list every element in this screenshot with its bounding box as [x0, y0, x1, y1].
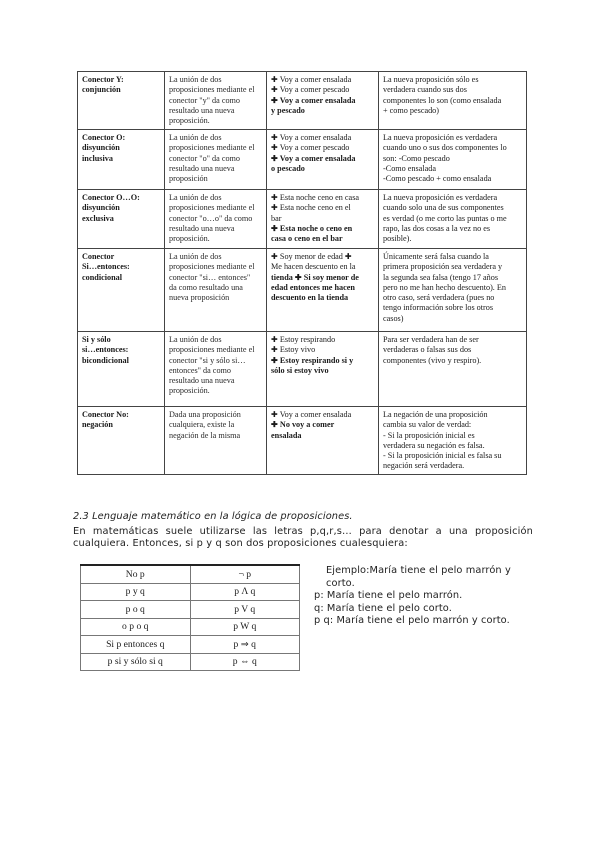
connective-name-line: inclusiva: [82, 153, 113, 163]
connective-truth-line: La nueva proposición sólo es: [383, 75, 479, 84]
connective-truth-line: primera proposición sea verdadera y: [383, 262, 503, 272]
notation-row: [81, 636, 300, 654]
example-line-q: q: María tiene el pelo corto.: [314, 602, 452, 614]
notation-symbol: p V q: [190, 601, 300, 619]
connective-name-line: Conector O:: [82, 133, 126, 142]
connective-truth-line: rapo, las dos cosas a la vez no es: [383, 223, 491, 233]
connective-example-line: ✚ No voy a comer: [271, 420, 335, 430]
notation-words: p o q: [81, 601, 191, 619]
notation-words: No p: [81, 565, 191, 583]
connective-name-line: si…entonces:: [82, 345, 129, 355]
connective-name-line: Conector No:: [82, 410, 129, 419]
connective-description: [165, 249, 267, 332]
connective-example-line: ✚ Esta noche ceno en casa: [271, 193, 360, 202]
connective-description-line: conector "si… entonces": [169, 272, 251, 282]
connective-example-line: sólo si estoy vivo: [271, 365, 329, 375]
connective-truth-line: + como pescado): [383, 105, 439, 115]
section-heading: 2.3 Lenguaje matemático en la lógica de proposiciones.: [73, 511, 353, 522]
connective-truth-line: casos): [383, 313, 404, 323]
notation-row: [81, 653, 300, 671]
connective-description-line: da como resultado una: [169, 282, 243, 292]
connective-description: [165, 72, 267, 130]
example-title: Ejemplo:María tiene el pelo marrón y corto.: [326, 565, 511, 589]
connective-truth-line: verdadera cuando sus dos: [383, 85, 467, 95]
connective-truth-line: es verdad (o me corto las puntas o me: [383, 213, 507, 223]
connective-description-line: resultado una nueva: [169, 163, 235, 173]
connective-name-line: Conector: [82, 252, 115, 261]
section-paragraph: En matemáticas suele utilizarse las letras p,q,r,s… para denotar a una proposición cualquiera. Entonces, si p y q son dos proposiciones cualesquiera:: [73, 526, 533, 550]
connective-name: [78, 130, 165, 190]
connective-truth-line: otro caso, será verdadera (pues no: [383, 293, 495, 303]
connective-description-line: La unión de dos: [169, 133, 222, 142]
connective-example-line: ✚ Soy menor de edad ✚: [271, 252, 352, 261]
connective-description: [165, 130, 267, 190]
connective-truth-line: posible).: [383, 234, 412, 244]
notation-words: o p o q: [81, 618, 191, 636]
connective-description: [165, 190, 267, 249]
connective-description-line: proposición.: [169, 116, 210, 126]
connective-description-line: conector "y" da como: [169, 95, 241, 105]
connective-description-line: Dada una proposición: [169, 410, 241, 419]
connective-example-line: ensalada: [271, 430, 302, 440]
connective-description-line: entonces" da como: [169, 365, 231, 375]
connective-truth-line: - Si la proposición inicial es: [383, 430, 475, 440]
connective-example-line: ✚ Estoy respirando si y: [271, 355, 354, 365]
connective-row: [78, 130, 527, 190]
notation-symbol: p ⇔ q: [190, 653, 300, 671]
connective-truth-line: cuando uno o sus dos componentes lo: [383, 143, 507, 153]
connective-truth: [379, 130, 527, 190]
connective-truth-line: componentes lo son (como ensalada: [383, 95, 502, 105]
notation-symbol: p Λ q: [190, 583, 300, 601]
connective-description-line: cualquiera, existe la: [169, 420, 235, 430]
connectives-table-body: [78, 72, 527, 475]
connective-name-line: Conector Y:: [82, 75, 124, 84]
connective-description: [165, 332, 267, 407]
connective-description-line: proposiciones mediante el: [169, 85, 255, 95]
connective-truth: [379, 249, 527, 332]
connective-example-line: ✚ Voy a comer pescado: [271, 143, 350, 153]
connective-truth-line: -Como ensalada: [383, 163, 436, 173]
connective-description-line: proposiciones mediante el: [169, 143, 255, 153]
notation-words: p y q: [81, 583, 191, 601]
connective-example: [267, 332, 379, 407]
connective-truth: [379, 72, 527, 130]
connective-row: [78, 249, 527, 332]
connective-example-line: ✚ Esta noche ceno en el: [271, 203, 351, 213]
notation-words: Si p entonces q: [81, 636, 191, 654]
notation-symbol: p ⇒ q: [190, 636, 300, 654]
connective-truth-line: cambia su valor de verdad:: [383, 420, 472, 430]
connective-description-line: La unión de dos: [169, 335, 222, 344]
connective-name: [78, 249, 165, 332]
connective-description-line: proposiciones mediante el: [169, 262, 255, 272]
connective-example-line: bar: [271, 213, 282, 223]
connective-name-line: condicional: [82, 272, 123, 282]
connective-name-line: negación: [82, 420, 113, 430]
notation-row: [81, 618, 300, 636]
connective-name: [78, 190, 165, 249]
connective-description-line: resultado una nueva: [169, 105, 235, 115]
connective-truth-line: Para ser verdadera han de ser: [383, 335, 479, 344]
connective-example-line: ✚ Voy a comer ensalada: [271, 153, 356, 163]
connective-example-line: ✚ Estoy vivo: [271, 345, 316, 355]
connective-name-line: conjunción: [82, 85, 121, 95]
connective-name-line: disyunción: [82, 203, 120, 213]
connective-description-line: La unión de dos: [169, 75, 222, 84]
connective-description-line: conector "o" da como: [169, 153, 241, 163]
connective-description-line: proposiciones mediante el: [169, 345, 255, 355]
connective-example: [267, 72, 379, 130]
notation-row: [81, 583, 300, 601]
notation-words: p si y sólo si q: [81, 653, 191, 671]
connective-example: [267, 249, 379, 332]
connective-description-line: negación de la misma: [169, 430, 241, 440]
connective-row: [78, 72, 527, 130]
connective-truth-line: La nueva proposición es verdadera: [383, 193, 498, 202]
connective-description-line: resultado una nueva: [169, 376, 235, 386]
connective-example-line: ✚ Esta noche o ceno en: [271, 223, 353, 233]
connective-example-line: Me hacen descuento en la: [271, 262, 356, 272]
connective-example: [267, 190, 379, 249]
connective-truth-line: componentes (vivo y respiro).: [383, 355, 482, 365]
connective-truth-line: son: -Como pescado: [383, 153, 450, 163]
connective-name-line: disyunción: [82, 143, 120, 153]
connective-example-line: tienda ✚ Si soy menor de: [271, 272, 359, 282]
connective-description-line: conector "o…o" da como: [169, 213, 253, 223]
connective-example-line: ✚ Voy a comer ensalada: [271, 75, 352, 84]
connective-name-line: bicondicional: [82, 355, 129, 365]
connective-truth-line: negación será verdadera.: [383, 461, 465, 471]
notation-row: [81, 601, 300, 619]
connective-description-line: La unión de dos: [169, 193, 222, 202]
example-block: [314, 565, 532, 628]
connective-example-line: ✚ Voy a comer ensalada: [271, 410, 352, 419]
connective-name-line: Si y sólo: [82, 335, 111, 344]
connective-example-line: edad entonces me hacen: [271, 282, 355, 292]
connective-description: [165, 407, 267, 475]
connective-description-line: proposiciones mediante el: [169, 203, 255, 213]
connective-truth-line: verdadera su negación es falsa.: [383, 440, 485, 450]
connective-name: [78, 407, 165, 475]
connective-example-line: ✚ Voy a comer ensalada: [271, 95, 356, 105]
example-line-p: p: María tiene el pelo marrón.: [314, 590, 463, 602]
connective-description-line: proposición.: [169, 386, 210, 396]
connective-truth-line: La negación de una proposición: [383, 410, 488, 419]
notation-table-body: [81, 565, 300, 671]
connective-truth-line: La nueva proposición es verdadera: [383, 133, 498, 142]
connective-example-line: ✚ Voy a comer ensalada: [271, 133, 352, 142]
connective-example-line: y pescado: [271, 105, 305, 115]
connective-truth-line: tengo información sobre los otros: [383, 303, 494, 313]
connective-truth-line: cuando solo una de sus componentes: [383, 203, 504, 213]
connective-row: [78, 190, 527, 249]
connective-truth: [379, 407, 527, 475]
connective-name: [78, 332, 165, 407]
connective-example: [267, 130, 379, 190]
connective-truth-line: verdaderas o falsas sus dos: [383, 345, 472, 355]
connective-description-line: nueva proposición: [169, 293, 230, 303]
connective-truth: [379, 190, 527, 249]
connective-description-line: proposición: [169, 174, 208, 184]
connective-example-line: casa o ceno en el bar: [271, 234, 343, 244]
connective-example-line: o pescado: [271, 163, 305, 173]
connective-truth-line: la segunda sea falsa (tengo 17 años: [383, 272, 499, 282]
connective-row: [78, 407, 527, 475]
connective-example-line: ✚ Estoy respirando: [271, 335, 336, 344]
connective-description-line: proposición.: [169, 234, 210, 244]
connective-truth-line: - Si la proposición inicial es falsa su: [383, 451, 502, 461]
notation-symbol: p W q: [190, 618, 300, 636]
connective-truth-line: -Como pescado + como ensalada: [383, 174, 492, 184]
connective-name-line: exclusiva: [82, 213, 114, 223]
notation-symbol: ¬ p: [190, 565, 300, 583]
connective-truth-line: pero no me han hecho descuento). En: [383, 282, 506, 292]
connective-example-line: ✚ Voy a comer pescado: [271, 85, 350, 95]
connective-name-line: Si…entonces:: [82, 262, 130, 272]
notation-table: [80, 564, 300, 671]
connective-name-line: Conector O…O:: [82, 193, 140, 202]
connective-example: [267, 407, 379, 475]
section-2-3: [73, 511, 533, 551]
connective-name: [78, 72, 165, 130]
connective-truth-line: Únicamente será falsa cuando la: [383, 252, 489, 261]
connective-truth: [379, 332, 527, 407]
connective-description-line: resultado una nueva: [169, 223, 235, 233]
connective-description-line: conector "si y sólo si…: [169, 355, 246, 365]
example-line-pq: p q: María tiene el pelo marrón y corto.: [314, 615, 510, 627]
connective-description-line: La unión de dos: [169, 252, 222, 261]
connective-row: [78, 332, 527, 407]
notation-row: [81, 565, 300, 583]
connectives-table: [77, 71, 527, 475]
connective-example-line: descuento en la tienda: [271, 293, 349, 303]
